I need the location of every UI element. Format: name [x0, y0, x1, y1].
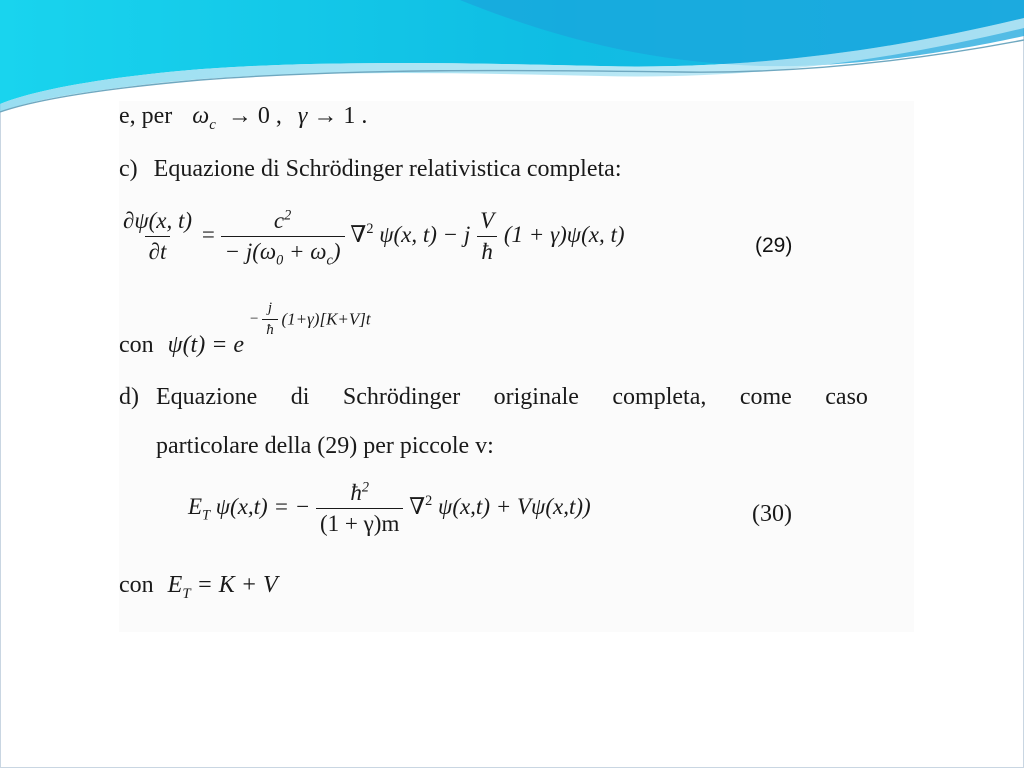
eq29-term1: ψ(x, t) − j [379, 221, 471, 247]
nabla-symbol: ∇ [350, 221, 367, 247]
item-c-label: c) [119, 156, 138, 182]
equation-number-30: (30) [752, 501, 792, 527]
exponent-rest: (1+γ)[K+V]t [281, 309, 371, 329]
con-label-2: con [119, 572, 154, 598]
con2-energy: E [167, 572, 183, 598]
eq30-fraction [316, 480, 403, 537]
item-d-word: completa, [612, 384, 707, 410]
eq29-den-end: ) [332, 239, 341, 264]
omega-subscript: c [209, 116, 216, 133]
eq29-c-squared: 2 [284, 207, 292, 224]
eq30-hbar: ħ [350, 480, 362, 505]
eq29-lhs-fraction [119, 208, 196, 265]
nabla-squared: 2 [366, 221, 374, 238]
psi-of-t: ψ(t) = e [167, 332, 245, 358]
item-d-word: di [290, 384, 310, 410]
eq30-energy: E [188, 493, 203, 519]
item-d-word: come [739, 384, 792, 410]
eq30-numerator [346, 480, 373, 508]
eq29-frac2-denominator: ħ [477, 236, 497, 265]
exponent-fraction [262, 300, 278, 339]
con2-rhs: = K + V [196, 572, 278, 598]
omega-symbol: ω [192, 103, 210, 129]
equation-number-29: (29) [755, 234, 793, 257]
equation-30 [188, 480, 591, 537]
eq29-c: c [273, 208, 285, 233]
psi-definition-line [119, 332, 244, 359]
eq29-fraction-1 [221, 207, 345, 269]
item-c-text: Equazione di Schrödinger relativistica completa: [153, 156, 622, 182]
exponent [250, 300, 371, 339]
eq29-term2: (1 + γ)ψ(x, t) [503, 221, 625, 247]
eq30-hbar-squared: 2 [361, 479, 369, 496]
eq30-rhs: ψ(x,t) + Vψ(x,t)) [438, 493, 591, 519]
item-c-heading [119, 156, 622, 183]
con-label-1: con [119, 332, 154, 358]
item-d-word: Schrödinger [342, 384, 461, 410]
eq30-nabla-squared: 2 [425, 493, 433, 510]
limit-prefix: e, per [119, 103, 173, 129]
exponent-denominator: ħ [262, 319, 278, 339]
eq29-lhs-denominator: ∂t [145, 236, 171, 265]
item-d-word: originale [493, 384, 579, 410]
eq30-lhs-rest: ψ(x,t) = − [215, 493, 311, 519]
eq29-fraction-2 [476, 208, 498, 265]
limit-condition-line [119, 103, 368, 133]
item-d-label: d) [119, 384, 139, 410]
item-d-line-1 [156, 384, 868, 411]
item-d-word: caso [825, 384, 868, 410]
eq29-den-sub0: 0 [276, 252, 284, 269]
energy-definition-line [119, 572, 278, 602]
exponent-minus: − [250, 311, 259, 327]
eq29-den-part1: − j(ω [224, 239, 277, 264]
eq29-equals: = [201, 221, 215, 247]
item-d-word: Equazione [156, 384, 258, 410]
con2-energy-sub: T [182, 585, 191, 602]
eq30-denominator: (1 + γ)m [316, 508, 403, 537]
eq29-frac1-numerator [270, 208, 295, 236]
eq30-nabla: ∇ [409, 493, 426, 519]
eq29-lhs-numerator: ∂ψ(x, t) [123, 208, 193, 233]
arrow-one: → 1 . [313, 103, 368, 129]
eq29-frac2-numerator: V [480, 208, 495, 233]
eq29-den-subc: c [326, 252, 333, 269]
item-d-line-2: particolare della (29) per piccole v: [156, 433, 494, 459]
eq29-den-part2: + ω [283, 239, 327, 264]
equation-29 [119, 207, 625, 269]
eq29-frac1-denominator [221, 236, 345, 269]
exponent-numerator: j [267, 300, 273, 316]
gamma-symbol: γ [297, 103, 308, 129]
eq30-energy-sub: T [202, 507, 210, 524]
arrow-zero: → 0 , [227, 103, 282, 129]
